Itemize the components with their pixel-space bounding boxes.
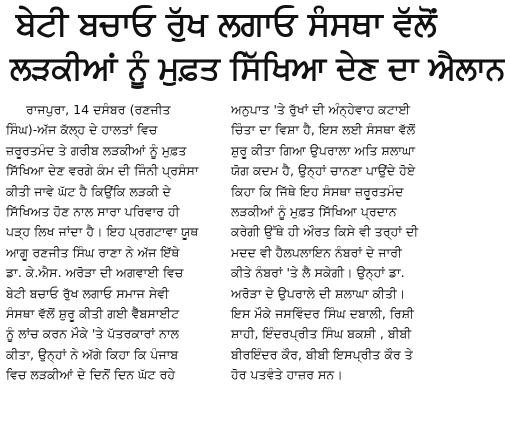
text-line: ਮਦਦ ਵੀ ਹੈਲਪਲਾਇਨ ਨੰਬਰਾਂ ਦੇ ਜਾਰੀ — [231, 244, 402, 260]
text-line: ਹੋਰ ਪਤਵੰਤੇ ਹਾਜ਼ਰ ਸਨ। — [231, 367, 343, 383]
text-line: ਸ਼ਾਹੀ, ਇੰਦਰਪ੍ਰੀਤ ਸਿੰਘ ਬਕਸ਼ੀ , ਬੀਬੀ — [231, 326, 412, 342]
text-line: ਕਰੇਗੀ ਉੱਥੇ ਹੀ ਔਰਤ ਕਿਸੇ ਵੀ ਤਰ੍ਹਾਂ ਦੀ — [231, 224, 419, 240]
text-line: ਅਰੋੜਾ ਦੇ ਉਪਰਾਲੇ ਦੀ ਸ਼ਲਾਘਾ ਕੀਤੀ। — [231, 285, 406, 301]
text-line: ਬੇਟੀ ਬਚਾਓ ਰੁੱਖ ਲਗਾਓ ਸਮਾਜ ਸੇਵੀ — [6, 285, 169, 301]
article-column-right — [231, 100, 446, 386]
text-line: ਸਿੱਖਿਆ ਦੇਣ ਵਰਗੇ ਕੰਮ ਦੀ ਜਿੰਨੀ ਪ੍ਰਸੰਸਾ — [6, 163, 199, 179]
text-line: ਸੰਸਥਾ ਵੱਲੋਂ ਸ਼ੁਰੂ ਕੀਤੀ ਗਈ ਵੈੱਬਸਾਈਟ — [6, 306, 180, 322]
article-body — [6, 100, 446, 386]
text-line: ਕੀਤੇ ਨੰਬਰਾਂ 'ਤੇ ਲੈ ਸਕੇਗੀ। ਉਨ੍ਹਾਂ ਡਾ. — [231, 265, 405, 281]
text-line: ਸ਼ੁਰੂ ਕੀਤਾ ਗਿਆ ਉਪਰਾਲਾ ਅਤਿ ਸ਼ਲਾਘਾ — [231, 142, 415, 158]
text-line: ਸਿੰਘ)-ਅੱਜ ਕੱਲ੍ਹ ਦੇ ਹਾਲਤਾਂ ਵਿਚ — [6, 122, 158, 138]
text-line: ਯੋਗ ਕਦਮ ਹੈ, ਉਨ੍ਹਾਂ ਚਾਨਣਾ ਪਾਉਂਦੇ ਹੋਏ — [231, 163, 416, 179]
text-line: ਨੂੰ ਲਾਂਚ ਕਰਨ ਮੌਕੇ 'ਤੇ ਪੱਤਰਕਾਰਾਂ ਨਾਲ — [6, 326, 179, 342]
text-line: ਰਾਜਪੁਰਾ, 14 ਦਸੰਬਰ (ਰਣਜੀਤ — [26, 102, 171, 117]
text-line: ਚਿੰਤਾ ਦਾ ਵਿਸ਼ਾ ਹੈ, ਇਸ ਲਈ ਸੰਸਥਾ ਵੱਲੋਂ — [231, 122, 416, 138]
headline-line-2: ਲੜਕੀਆਂ ਨੂੰ ਮੁਫ਼ਤ ਸਿੱਖਿਆ ਦੇਣ ਦਾ ਐਲਾਨ — [10, 49, 505, 87]
text-line: ਸਿੱਖਿਅਤ ਹੋਣ ਨਾਲ ਸਾਰਾ ਪਰਿਵਾਰ ਹੀ — [6, 204, 180, 220]
text-line: ਅਨੁਪਾਤ 'ਤੇ ਰੁੱਖਾਂ ਦੀ ਅੰਨ੍ਹੇਵਾਹ ਕਟਾਈ — [231, 102, 411, 117]
text-line: ਇਸ ਮੌਕੇ ਜਸਵਿੰਦਰ ਸਿੰਘ ਦਬਾਲੀ, ਰਿਸ਼ੀ — [231, 306, 414, 322]
article-column-left — [6, 100, 221, 386]
text-line: ਡਾ. ਕੇ.ਐਸ. ਅਰੋੜਾ ਦੀ ਅਗਵਾਈ ਵਿਚ — [6, 265, 184, 281]
text-line: ਲੜਕੀਆਂ ਨੂੰ ਮੁਫ਼ਤ ਸਿੱਖਿਆ ਪ੍ਰਦਾਨ — [231, 204, 397, 220]
headline-line-1: ਬੇਟੀ ਬਚਾਓ ਰੁੱਖ ਲਗਾਓ ਸੰਸਥਾ ਵੱਲੋਂ — [15, 4, 437, 43]
text-line: ਕੀਤੀ ਜਾਵੇ ਘੱਟ ਹੈ ਕਿਉਂਕਿ ਲੜਕੀ ਦੇ — [6, 183, 171, 199]
text-line: ਬੀਰਇੰਦਰ ਕੌਰ, ਬੀਬੀ ਇਸਪ੍ਰੀਤ ਕੌਰ ਤੇ — [231, 346, 413, 362]
text-line: ਆਗੂ ਰਣਜੀਤ ਸਿੰਘ ਰਾਣਾ ਨੇ ਅੱਜ ਇੱਥੇ — [6, 244, 180, 260]
text-line: ਵਿਚ ਲੜਕੀਆਂ ਦੇ ਦਿਨੋਂ ਦਿਨ ਘੱਟ ਰਹੇ — [6, 367, 176, 383]
text-line: ਕੀਤਾ, ਉਨ੍ਹਾਂ ਨੇ ਅੱਗੇ ਕਿਹਾ ਕਿ ਪੰਜਾਬ — [6, 346, 179, 362]
text-line: ਜ਼ਰੂਰਤਮੰਦ ਤੇ ਗਰੀਬ ਲੜਕੀਆਂ ਨੂੰ ਮੁਫ਼ਤ — [6, 142, 187, 158]
text-line: ਕਿਹਾ ਕਿ ਜਿੱਥੇ ਇਹ ਸੰਸਥਾ ਜ਼ਰੂਰਤਮੰਦ — [231, 183, 404, 199]
text-line: ਪੜ੍ਹ ਲਿਖ ਜਾਂਦਾ ਹੈ। ਇਹ ਪ੍ਰਗਟਾਵਾ ਯੂਥ — [6, 224, 199, 240]
